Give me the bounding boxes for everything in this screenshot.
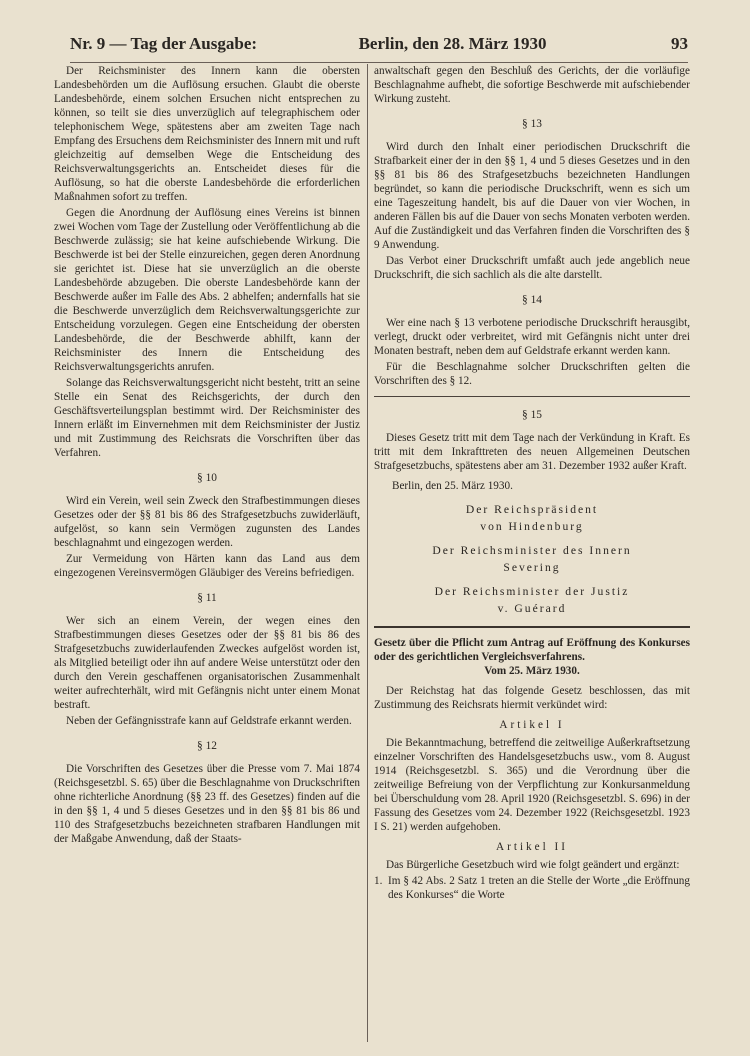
divider xyxy=(374,396,690,397)
date-line: Berlin, den 25. März 1930. xyxy=(392,480,513,492)
section-heading-10: § 10 xyxy=(197,472,217,484)
signature-name: Severing xyxy=(503,561,561,574)
right-column xyxy=(374,64,690,902)
paragraph: Gegen die Anordnung der Auflösung eines Vereins ist binnen zwei Wochen vom Tage der Zustellung oder Veröffentlichung ab die Beschwerde zulässig; sie hat keine aufschiebende Wirkung. Die Beschwerde ist bei der Stelle einzureichen, gegen deren Anordnung sie gerichtet ist. Diese hat sie unverzüglich an die oberste Landesbehörde abzugeben. Die oberste Landesbehörde kann der Beschwerde außer im Falle des Abs. 2 abhelfen; andernfalls hat sie die Beschwerde unverzüglich dem Reichsverwaltungsgerichte zur Entscheidung vorzulegen. Gegen eine Entscheidung der obersten Landesbehörde, die der Beschwerde abhilft, kann der Reichsminister des Innern die Entscheidung des Reichsverwaltungsgerichts anrufen. xyxy=(54,207,360,373)
issue-label: Nr. 9 — Tag der Ausgabe: xyxy=(70,34,258,53)
paragraph: Die Vorschriften des Gesetzes über die Presse vom 7. Mai 1874 (Reichsgesetzbl. S. 65) über die Beschlagnahme von Druckschriften ohne richterliche Anordnung (§§ 23 ff. des Gesetzes) finden auf die in den §§ 1, 4 und 5 dieses Gesetzes und in den §§ 81 bis 86 und 110 des Strafgesetzbuchs bezeichneten strafbaren Handlungen mit der Maßgabe Anwendung, daß der Staats- xyxy=(54,763,360,845)
paragraph: Das Bürgerliche Gesetzbuch wird wie folgt geändert und ergänzt: xyxy=(386,859,680,871)
list-item-text: Im § 42 Abs. 2 Satz 1 treten an die Stelle der Worte „die Eröffnung des Konkurses“ die Worte xyxy=(388,875,690,901)
paragraph: anwaltschaft gegen den Beschluß des Gerichts, der die vorläufige Beschlagnahme aufhebt, die sofortige Beschwerde mit aufschiebender Wirkung zusteht. xyxy=(374,65,690,105)
section-heading-14: § 14 xyxy=(522,294,542,306)
divider xyxy=(374,626,690,628)
section-heading-11: § 11 xyxy=(197,592,217,604)
paragraph: Das Verbot einer Druckschrift umfaßt auch jede angeblich neue Druckschrift, die sich sachlich als die alte darstellt. xyxy=(374,255,690,281)
law-title: Gesetz über die Pflicht zum Antrag auf Eröffnung des Konkurses oder des gerichtlichen Vergleichsverfahrens. xyxy=(374,637,690,663)
list-item xyxy=(374,874,690,902)
paragraph: Die Bekanntmachung, betreffend die zeitweilige Außerkraftsetzung einzelner Vorschriften des Handelsgesetzbuchs usw., vom 8. August 1914 (Reichsgesetzbl. S. 365) und die Verordnung über die zeitweilige Befreiung von der Verpflichtung zur Konkursanmeldung bei Überschuldung vom 28. April 1920 (Reichsgesetzbl. S. 696) in der Fassung des Gesetzes vom 24. Dezember 1922 (Reichsgesetzbl. 1923 I S. 21) werden aufgehoben. xyxy=(374,737,690,833)
paragraph: Solange das Reichsverwaltungsgericht nicht besteht, tritt an seine Stelle ein Senat des Reichsgerichts, der durch den Geschäftsverteilungsplan bestimmt wird. Der Reichsminister des Innern erläßt im Einvernehmen mit dem Reichsminister der Justiz und mit Zustimmung des Reichsrats die Vorschriften über das Verfahren. xyxy=(54,377,360,459)
article-heading-1: Artikel I xyxy=(499,719,565,731)
paragraph: Wird ein Verein, weil sein Zweck den Strafbestimmungen dieses Gesetzes oder der §§ 81 bis 86 des Strafgesetzbuchs zuwiderläuft, aufgelöst, so kann sein Vermögen zugunsten des Landes beschlagnahmt und eingezogen werden. xyxy=(54,495,360,549)
paragraph: Dieses Gesetz tritt mit dem Tage nach der Verkündung in Kraft. Es tritt mit dem Inkrafttreten des neuen Allgemeinen Deutschen Strafgesetzbuchs, spätestens aber am 31. Dezember 1932 außer Kraft. xyxy=(374,432,690,472)
signature-office: Der Reichsminister des Innern xyxy=(432,544,632,557)
law-date: Vom 25. März 1930. xyxy=(484,665,580,677)
paragraph: Der Reichsminister des Innern kann die obersten Landesbehörden um die Auflösung ersuchen. Glaubt die oberste Landesbehörde, einem solchen Ersuchen nicht entsprechen zu können, so teilt sie dies unverzüglich auf telegraphischem oder telephonischem Wege, spätestens aber am zweiten Tage nach Empfang des Ersuchens dem Reichsminister des Innern mit und ruft gleichzeitig auf demselben Wege die Entscheidung des Reichsverwaltungsgerichts an. Entscheidet dieses für die Auflösung, so hat die oberste Landesbehörde die erforderlichen Maßnahmen sofort zu treffen. xyxy=(54,65,360,203)
signature-name: v. Guérard xyxy=(497,602,567,615)
article-heading-2: Artikel II xyxy=(496,841,568,853)
paragraph: Zur Vermeidung von Härten kann das Land aus dem eingezogenen Vereinsvermögen Gläubiger des Vereins befriedigen. xyxy=(54,553,360,579)
list-item-number: 1. xyxy=(374,875,383,887)
paragraph: Wird durch den Inhalt einer periodischen Druckschrift die Strafbarkeit einer der in den §§ 1, 4 und 5 dieses Gesetzes und in den §§ 81 bis 86 des Strafgesetzbuchs bezeichneten Handlungen begründet, so kann die periodische Druckschrift, wenn es sich um eine Tageszeitung handelt, bis auf die Dauer von vier Wochen, in anderen Fällen bis auf die Dauer von sechs Monaten verboten werden. Auf die Zuständigkeit und das Verfahren finden die Vorschriften des § 9 Anwendung. xyxy=(374,141,690,251)
page-header xyxy=(70,34,688,63)
section-heading-15: § 15 xyxy=(522,409,542,421)
signature-office: Der Reichspräsident xyxy=(465,503,599,516)
issue-date: Berlin, den 28. März 1930 xyxy=(358,34,547,53)
paragraph: Wer eine nach § 13 verbotene periodische Druckschrift herausgibt, verlegt, druckt oder verbreitet, wird mit Gefängnis nicht unter drei Monaten bestraft, neben dem auf Geldstrafe erkannt werden kann. xyxy=(374,317,690,357)
paragraph: Für die Beschlagnahme solcher Druckschriften gelten die Vorschriften des § 12. xyxy=(374,361,690,387)
column-divider xyxy=(367,64,368,1042)
section-heading-13: § 13 xyxy=(522,118,542,130)
section-heading-12: § 12 xyxy=(197,740,217,752)
signature-office: Der Reichsminister der Justiz xyxy=(434,585,630,598)
paragraph: Neben der Gefängnisstrafe kann auf Geldstrafe erkannt werden. xyxy=(66,715,352,727)
page-number: 93 xyxy=(671,34,688,53)
signature-name: von Hindenburg xyxy=(480,520,584,533)
paragraph: Der Reichstag hat das folgende Gesetz beschlossen, das mit Zustimmung des Reichsrats hiermit verkündet wird: xyxy=(374,685,690,711)
left-column xyxy=(54,64,360,848)
paragraph: Wer sich an einem Verein, der wegen eines den Strafbestimmungen dieses Gesetzes oder der §§ 81 bis 86 des Strafgesetzbuchs zuwiderlaufenden Zweckes aufgelöst worden ist, als Mitglied beteiligt oder ihn auf andere Weise unterstützt oder den durch den Verein geschaffenen organisatorischen Zusammenhalt weiter aufrechterhält, wird mit Gefängnis nicht unter einem Monat bestraft. xyxy=(54,615,360,711)
